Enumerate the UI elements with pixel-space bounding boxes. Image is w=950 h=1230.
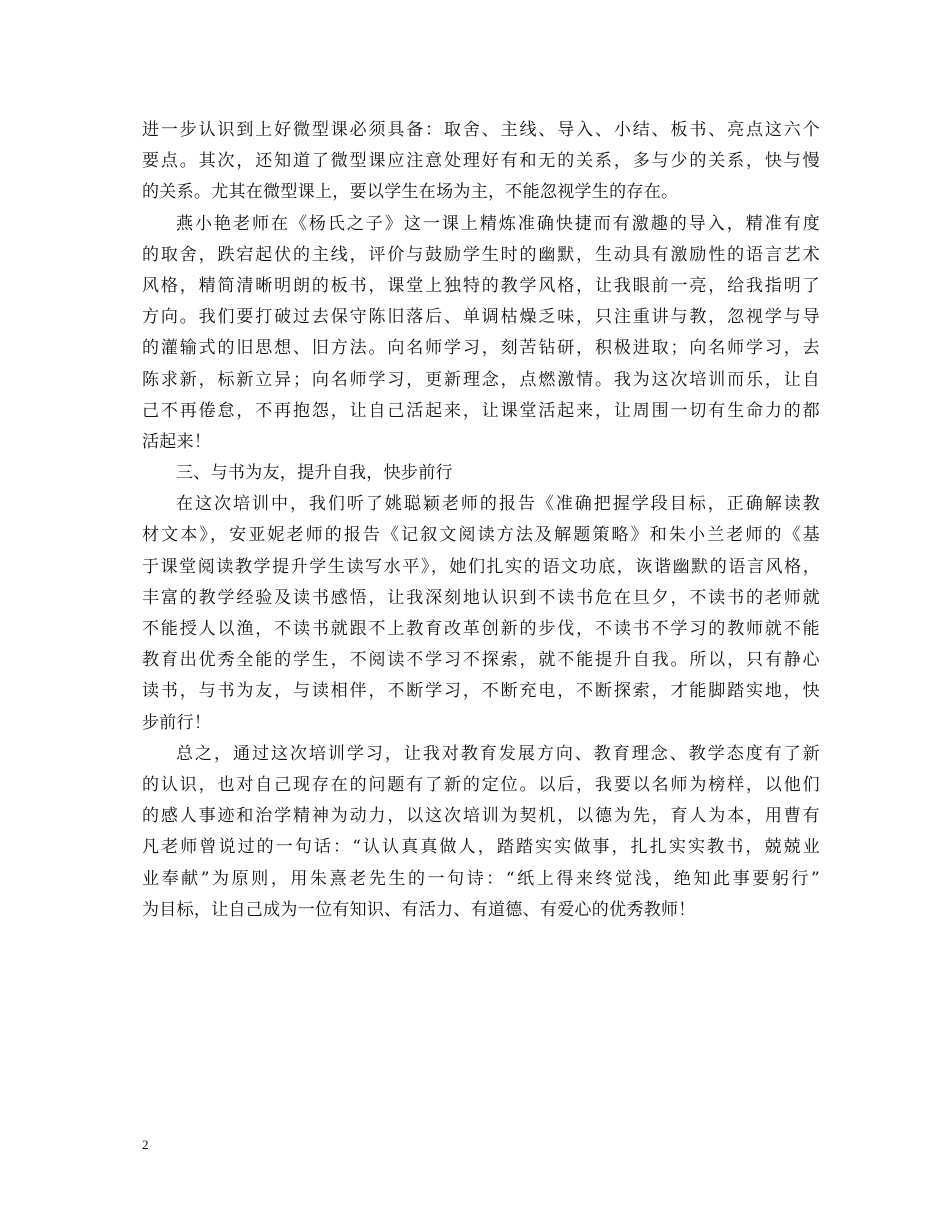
paragraph-line: 方向。我们要打破过去保守陈旧落后、单调枯燥乏味，只注重讲与教，忽视学与导 [142,307,820,328]
paragraph-line: 风格，精简清晰明朗的板书，课堂上独特的教学风格，让我眼前一亮，给我指明了 [142,275,820,296]
paragraph-line: 进一步认识到上好微型课必须具备：取舍、主线、导入、小结、板书、亮点这六个 [142,120,820,140]
paragraph-line: 为目标，让自己成为一位有知识、有活力、有道德、有爱心的优秀教师！ [142,899,696,920]
paragraph-line: 凡老师曾说过的一句话：“认认真真做人，踏踏实实做事，扎扎实实教书，兢兢业 [142,837,820,858]
paragraph-line: 业奉献”为原则，用朱熹老先生的一句诗：“纸上得来终觉浅，绝知此事要躬行” [142,868,820,889]
paragraph-line: 的灌输式的旧思想、旧方法。向名师学习，刻苦钻研，积极进取；向名师学习，去 [142,338,820,359]
paragraph-line: 陈求新，标新立异；向名师学习，更新理念，点燃激情。我为这次培训而乐，让自 [142,369,820,390]
section-heading: 三、与书为友，提升自我，快步前行 [176,463,453,484]
paragraph-line: 的认识，也对自己现存在的问题有了新的定位。以后，我要以名师为榜样，以他们 [142,774,820,795]
body-text [142,115,820,926]
paragraph-first-line: 总之，通过这次培训学习，让我对教育发展方向、教育理念、教学态度有了新 [176,743,820,764]
paragraph-line: 材文本》，安亚妮老师的报告《记叙文阅读方法及解题策略》和朱小兰老师的《基 [142,525,820,546]
paragraph-first-line: 在这次培训中，我们听了姚聪颖老师的报告《准确把握学段目标，正确解读教 [176,494,820,515]
paragraph-line: 丰富的教学经验及读书感悟，让我深刻地认识到不读书危在旦夕，不读书的老师就 [142,587,820,608]
paragraph-line: 的取舍，跌宕起伏的主线，评价与鼓励学生时的幽默，生动具有激励性的语言艺术 [142,244,820,265]
paragraph-line: 要点。其次，还知道了微型课应注意处理好有和无的关系，多与少的关系，快与慢 [142,151,820,172]
paragraph-line: 读书，与书为友，与读相伴，不断学习，不断充电，不断探索，才能脚踏实地，快 [142,681,820,702]
paragraph-first-line: 燕小艳老师在《杨氏之子》这一课上精炼准确快捷而有激趣的导入，精准有度 [176,213,820,234]
paragraph-line: 教育出优秀全能的学生，不阅读不学习不探索，就不能提升自我。所以，只有静心 [142,650,820,671]
paragraph-line: 不能授人以渔，不读书就跟不上教育改革创新的步伐，不读书不学习的教师就不能 [142,619,820,639]
paragraph-line: 于课堂阅读教学提升学生读写水平》，她们扎实的语文功底，诙谐幽默的语言风格， [142,556,820,577]
paragraph-line: 的关系。尤其在微型课上，要以学生在场为主，不能忽视学生的存在。 [142,182,679,203]
page-number: 2 [142,1137,149,1152]
paragraph-line: 的感人事迹和治学精神为动力，以这次培训为契机，以德为先，育人为本，用曹有 [142,806,820,827]
paragraph-line: 己不再倦怠，不再抱怨，让自己活起来，让课堂活起来，让周围一切有生命力的都 [142,400,820,421]
paragraph-line: 活起来！ [142,431,212,452]
paragraph-line: 步前行！ [142,712,212,733]
